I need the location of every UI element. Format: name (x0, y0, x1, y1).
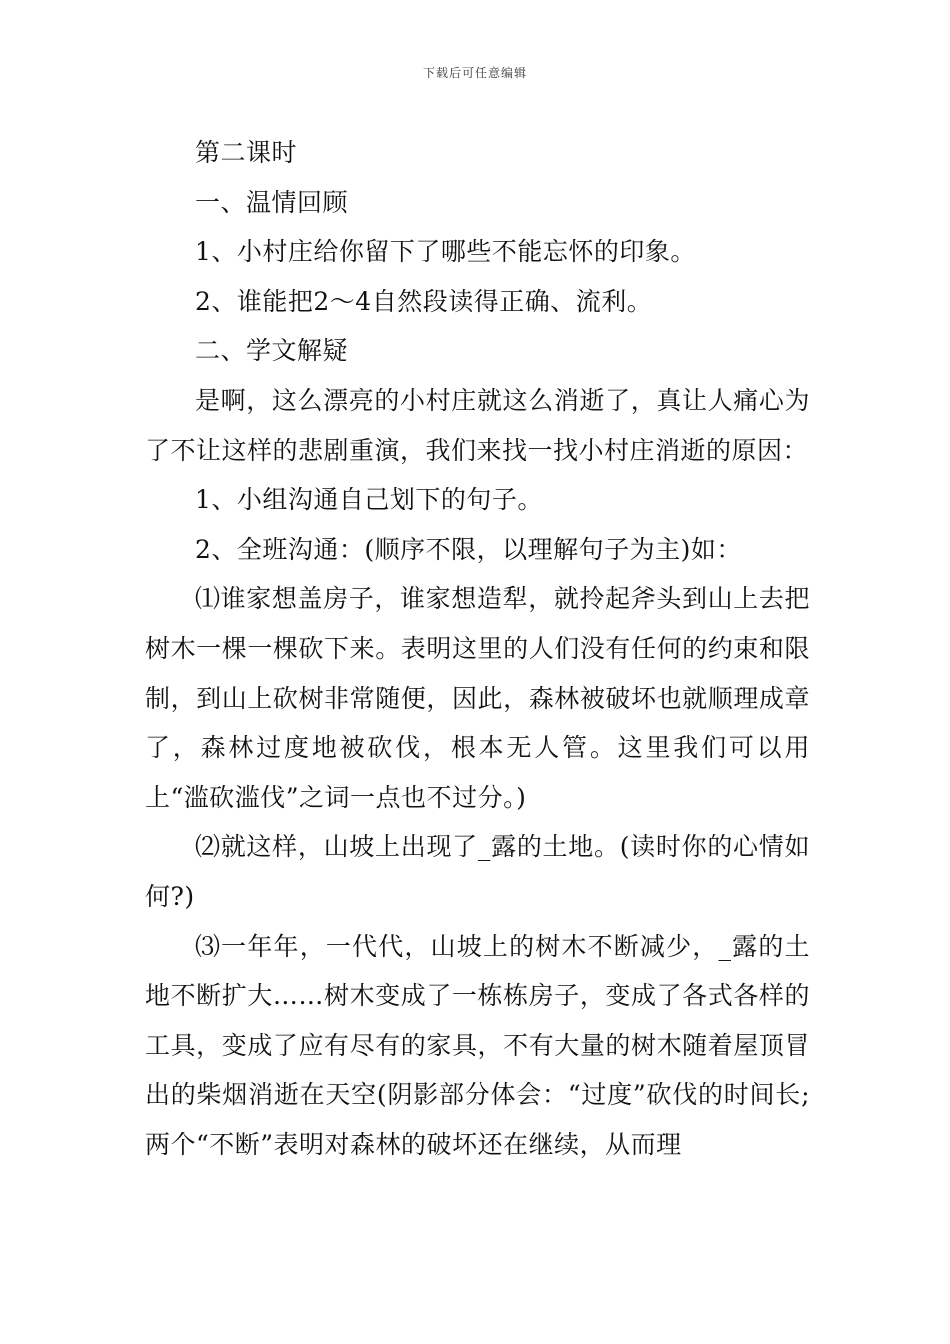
lesson-title: 第二课时 (195, 138, 298, 167)
intro-paragraph: 是啊，这么漂亮的小村庄就这么消逝了，真让人痛心为了不让这样的悲剧重演，我们来找一找小村庄消逝的原因： (145, 385, 810, 465)
sentence-analysis-2: ⑵就这样，山坡上出现了_露的土地。(读时你的心情如何?) (145, 832, 810, 911)
section-heading-study: 二、学文解疑 (195, 336, 349, 366)
study-item-2: 2、全班沟通：(顺序不限，以理解句子为主)如： (195, 534, 742, 564)
sentence-analysis-1: ⑴谁家想盖房子，谁家想造犁，就拎起斧头到山上去把树木一棵一棵砍下来。表明这里的人们没有任何的约束和限制，到山上砍树非常随便，因此，森林被破坏也就顺理成章了，森林过度地被砍伐，根本无人管。这里我们可以用上“滥砍滥伐”之词一点也不过分。) (145, 584, 810, 812)
study-item-1: 1、小组沟通自己划下的句子。 (195, 485, 543, 515)
review-item-1: 1、小村庄给你留下了哪些不能忘怀的印象。 (195, 237, 696, 267)
sentence-analysis-3: ⑶一年年，一代代，山坡上的树木不断减少，_露的土地不断扩大……树木变成了一栋栋房子，变成了各式各样的工具，变成了应有尽有的家具，不有大量的树木随着屋顶冒出的柴烟消逝在天空(阴影部分体会：“过度”砍伐的时间长;两个“不断”表明对森林的破坏还在继续，从而理 (145, 931, 810, 1159)
page-header-note: 下载后可任意编辑 (422, 66, 527, 80)
document-body (145, 128, 810, 1169)
review-item-2: 2、谁能把2～4自然段读得正确、流利。 (195, 286, 653, 316)
section-heading-review: 一、温情回顾 (195, 187, 349, 217)
